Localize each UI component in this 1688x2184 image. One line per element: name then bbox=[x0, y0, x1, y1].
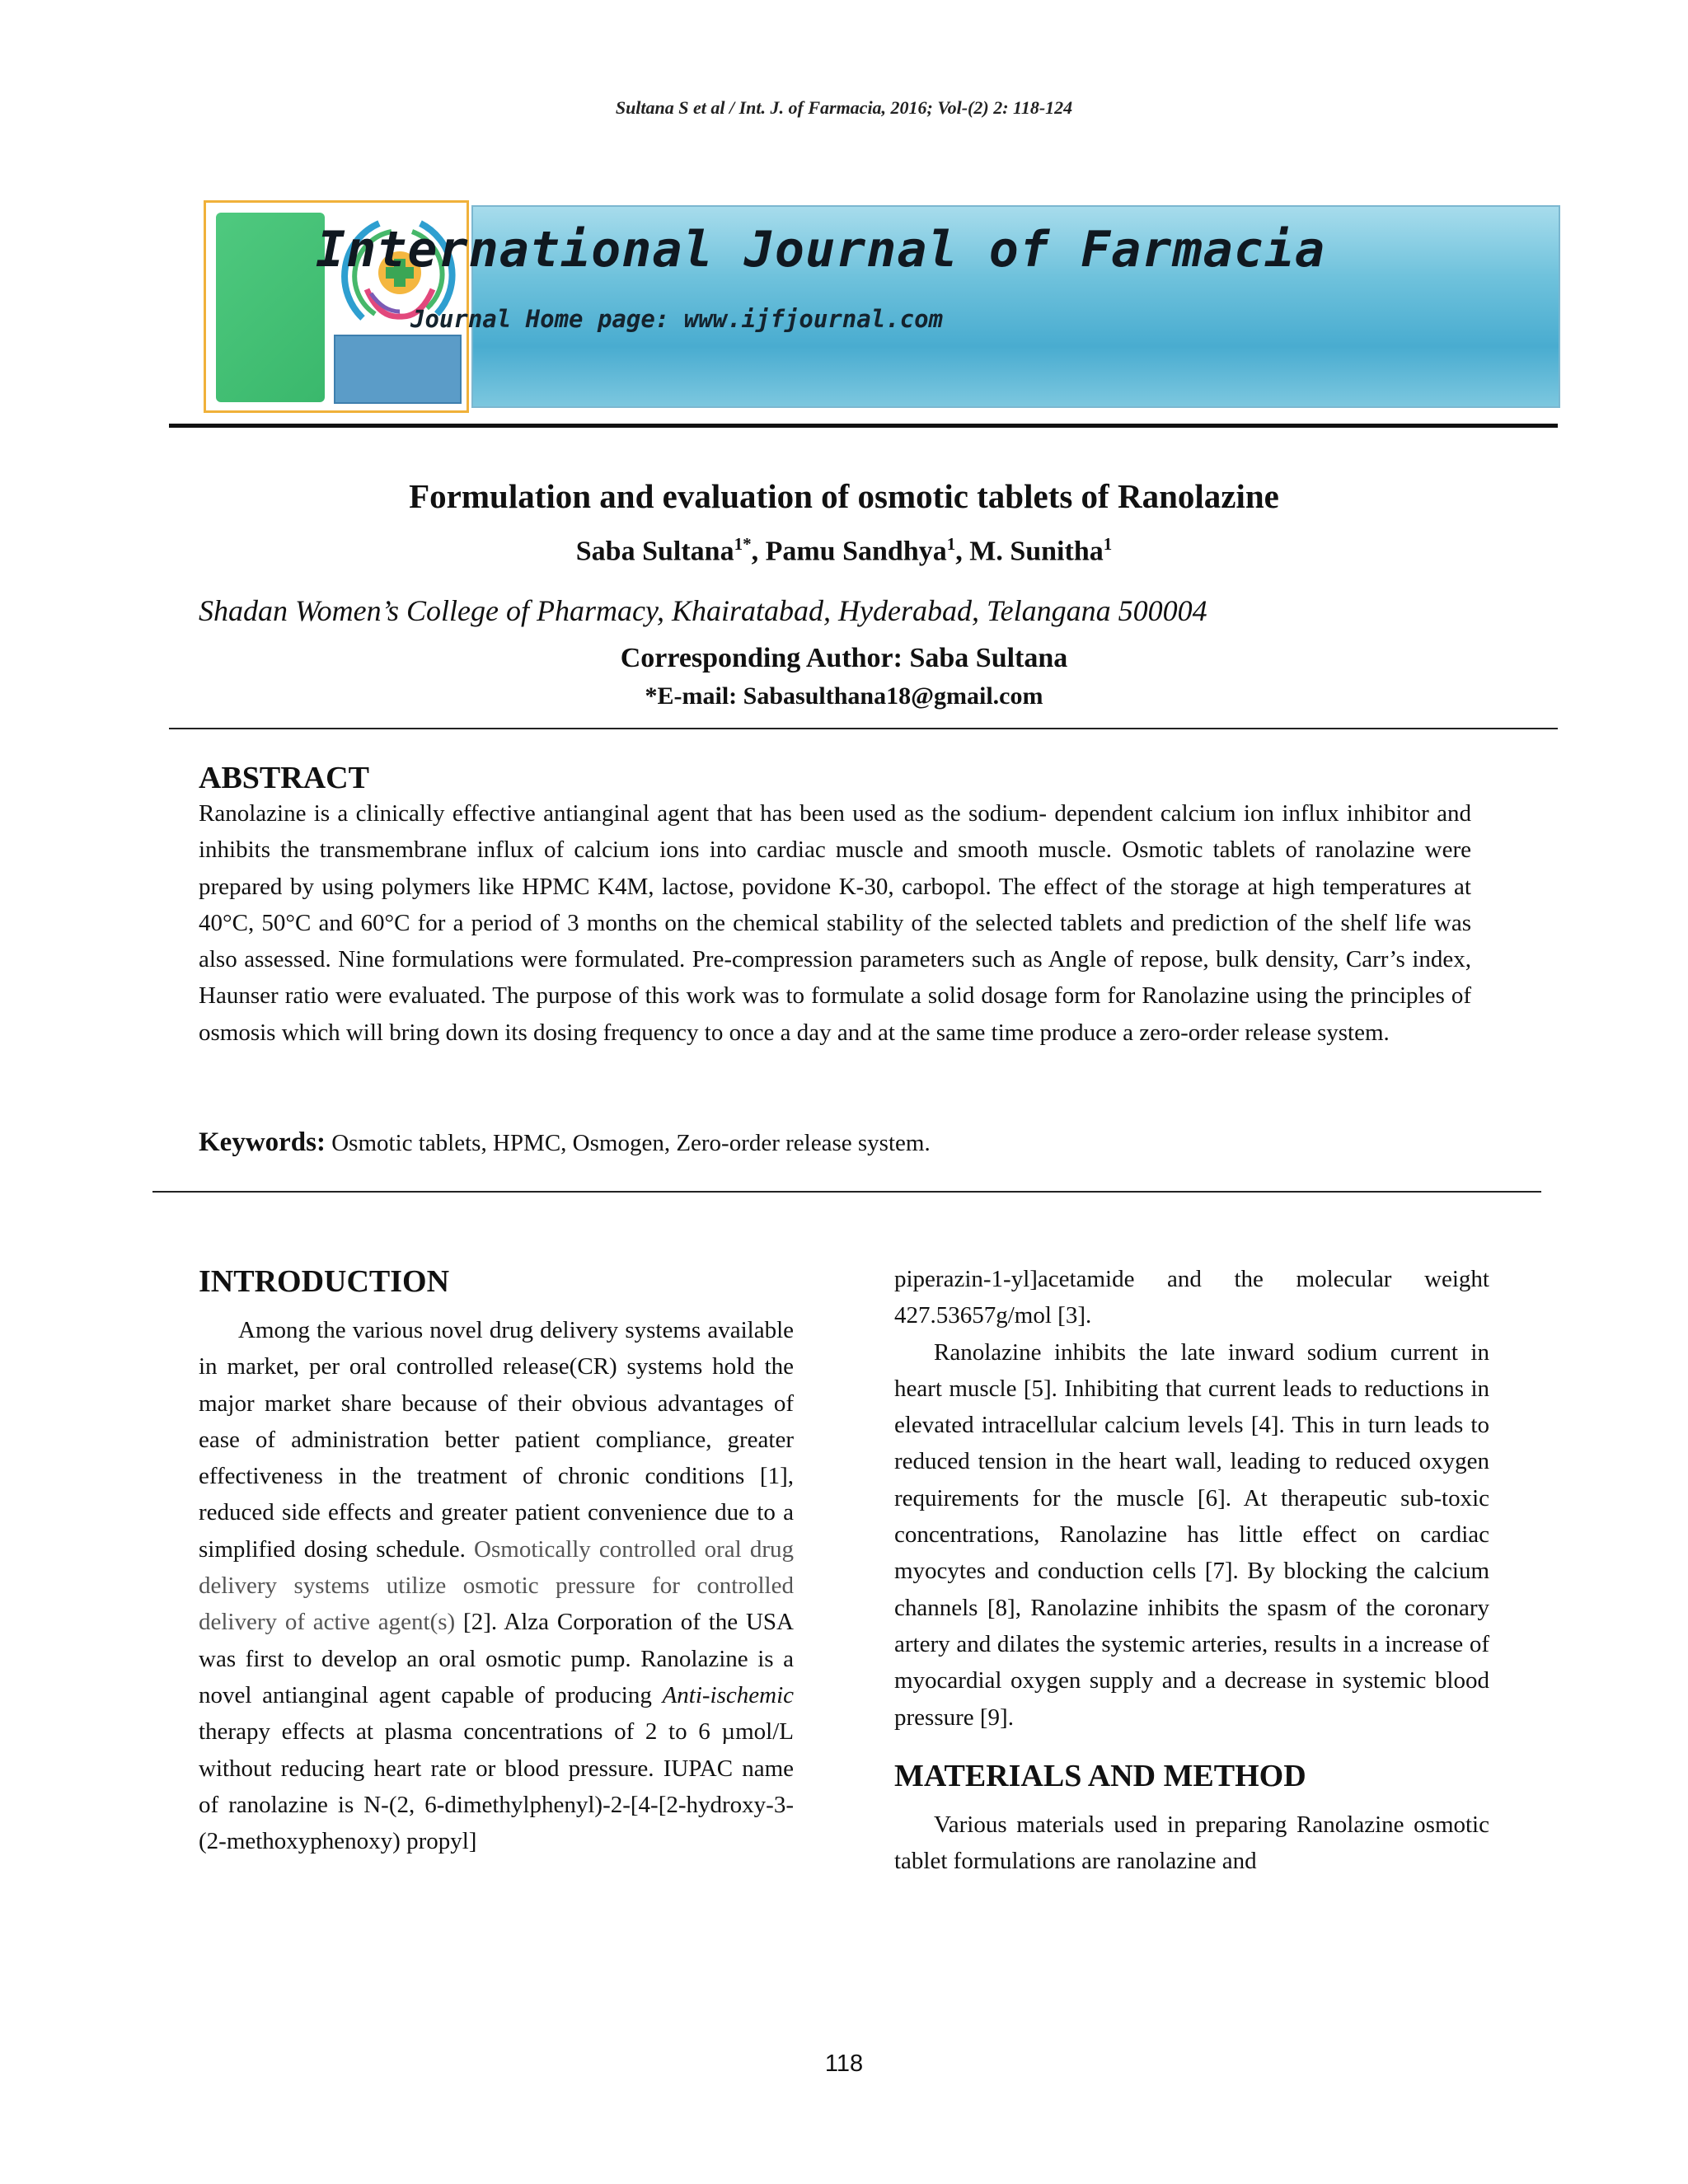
intro-text-highlight: Osmotically controlled oral drug delivery systems utilize osmotic pressure for controlled delivery of active agent(s) bbox=[199, 1535, 795, 1636]
header-rule bbox=[169, 424, 1558, 428]
running-head: Sultana S et al / Int. J. of Farmacia, 2016; Vol-(2) 2: 118-124 bbox=[615, 97, 1073, 118]
keywords bbox=[199, 1127, 931, 1158]
right-column bbox=[894, 1261, 1489, 1879]
page-number: 118 bbox=[824, 2050, 864, 2077]
intro-paragraph: Ranolazine inhibits the late inward sodium current in heart muscle [5]. Inhibiting that current leads to reductions in elevated intracellular calcium levels [4]. This in turn leads to reduced tension in the heart wall, leading to reduced oxygen requirements for the muscle [6]. At therapeutic sub-toxic concentrations, Ranolazine has little effect on cardiac myocytes and conduction cells [7]. By blocking the calcium channels [8], Ranolazine inhibits the spasm of the coronary artery and dilates the systemic arteries, results in a increase of myocardial oxygen supply and a decrease in systemic blood pressure [9]. bbox=[894, 1338, 1489, 1731]
abstract-heading: ABSTRACT bbox=[199, 761, 369, 795]
journal-home-page: Journal Home page: www.ijfjournal.com bbox=[410, 305, 944, 333]
left-column bbox=[199, 1261, 794, 1859]
author-name: Pamu Sandhya bbox=[765, 536, 947, 567]
paper-title: Formulation and evaluation of osmotic tablets of Ranolazine bbox=[409, 477, 1279, 515]
author-affiliation-mark: 1 bbox=[946, 534, 956, 554]
logo-green-panel bbox=[216, 213, 325, 402]
author-name: Saba Sultana bbox=[575, 536, 734, 567]
affiliation: Shadan Women’s College of Pharmacy, Khairatabad, Hyderabad, Telangana 500004 bbox=[199, 594, 1207, 627]
journal-name: International Journal of Farmacia bbox=[316, 221, 1326, 279]
author-affiliation-mark: 1* bbox=[734, 534, 752, 554]
intro-italic-term: Anti-ischemic bbox=[662, 1681, 795, 1708]
divider-rule bbox=[169, 728, 1558, 729]
intro-text: therapy effects at plasma concentrations of 2 to 6 µmol/L without reducing heart rate or blood pressure. IUPAC name of ranolazine is N-(2, 6-dimethylphenyl)-2-[4-[2-hydroxy-3-(2-methoxyphenoxy) propyl] bbox=[199, 1718, 794, 1855]
section-heading-materials: MATERIALS AND METHOD bbox=[894, 1758, 1306, 1793]
intro-paragraph-continued: piperazin-1-yl]acetamide and the molecular weight 427.53657g/mol [3]. bbox=[894, 1266, 1489, 1329]
divider-rule bbox=[152, 1191, 1541, 1193]
abstract-text: Ranolazine is a clinically effective antianginal agent that has been used as the sodium- dependent calcium ion influx inhibitor and inhibits the transmembrane influx of calcium ions into cardiac muscle and smooth muscle. Osmotic tablets of ranolazine were prepared by using polymers like HPMC K4M, lactose, povidone K-30, carbopol. The effect of the storage at high temperatures at 40°C, 50°C and 60°C for a period of 3 months on the chemical stability of the selected tablets and prediction of the shelf life was also assessed. Nine formulations were formulated. Pre-compression parameters such as Angle of repose, bulk density, Carr’s index, Haunser ratio were evaluated. The purpose of this work was to formulate a solid dosage form for Ranolazine using the principles of osmosis which will bring down its dosing frequency to once a day and at the same time produce a zero-order release system. bbox=[199, 800, 1471, 1046]
intro-text: [2]. Alza Corporation of the USA was first to develop an oral osmotic pump. Ranolazine is a novel antianginal agent capable of producing bbox=[199, 1609, 795, 1708]
corresponding-author: Corresponding Author: Saba Sultana bbox=[620, 643, 1068, 673]
intro-paragraph bbox=[199, 1312, 794, 1859]
logo-blue-panel bbox=[334, 335, 462, 404]
author-list: Saba Sultana$^{1*}$, Pamu Sandhya$^1$, M. Sunitha$^1$ bbox=[575, 534, 1113, 567]
keywords-label: Keywords: bbox=[199, 1127, 326, 1157]
section-heading-introduction: INTRODUCTION bbox=[199, 1264, 450, 1299]
author-name: M. Sunitha bbox=[969, 536, 1104, 567]
author-email: *E-mail: Sabasulthana18@gmail.com bbox=[645, 682, 1043, 710]
materials-paragraph: Various materials used in preparing Ranolazine osmotic tablet formulations are ranolazine and bbox=[894, 1811, 1489, 1875]
author-affiliation-mark: 1 bbox=[1103, 534, 1113, 554]
keywords-list: Osmotic tablets, HPMC, Osmogen, Zero-order release system. bbox=[331, 1130, 931, 1156]
intro-text: Among the various novel drug delivery systems available in market, per oral controlled release(CR) systems hold the major market share because of their obvious advantages of ease of administration better patient compliance, greater effectiveness in the treatment of chronic conditions [1], reduced side effects and greater patient convenience due to a simplified dosing schedule. bbox=[199, 1317, 794, 1563]
